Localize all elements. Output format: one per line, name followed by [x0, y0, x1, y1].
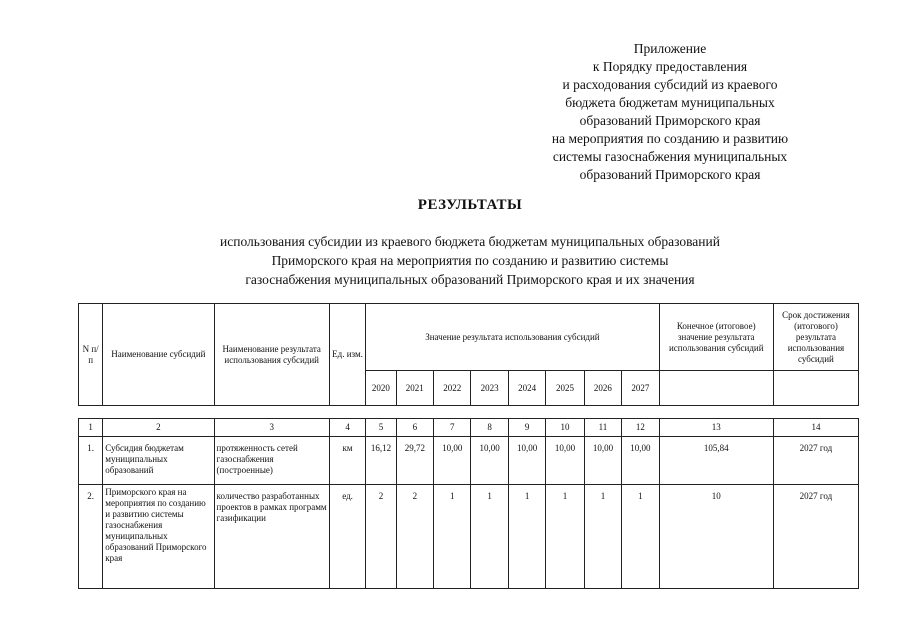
column-number-row	[79, 419, 859, 437]
row-value: 1	[622, 485, 659, 589]
header-final-value: Конечное (итоговое) значение результата использования субсидий	[659, 304, 773, 371]
row-value: 29,72	[396, 437, 433, 485]
row-value: 1	[546, 485, 584, 589]
header-num: N п/п	[79, 304, 103, 406]
subtitle-line: Приморского края на мероприятия по созданию и развитию системы	[271, 253, 669, 268]
row-value: 2	[396, 485, 433, 589]
column-number: 6	[396, 419, 433, 437]
table-row	[79, 485, 859, 589]
header-year: 2020	[366, 371, 396, 406]
row-final-value: 105,84	[659, 437, 773, 485]
header-values-group: Значение результата использования субсидий	[366, 304, 659, 371]
results-table-header	[78, 303, 859, 406]
appendix-line: и расходования субсидий из краевого	[562, 77, 778, 92]
row-unit: ед.	[329, 485, 365, 589]
row-value: 10,00	[546, 437, 584, 485]
column-number: 4	[329, 419, 365, 437]
column-number: 8	[471, 419, 508, 437]
subtitle-line: использования субсидии из краевого бюджета бюджетам муниципальных образований	[220, 234, 720, 249]
row-value: 10,00	[584, 437, 621, 485]
row-value: 10,00	[434, 437, 471, 485]
document-title: РЕЗУЛЬТАТЫ	[417, 197, 523, 213]
row-value: 10,00	[471, 437, 508, 485]
header-empty-cell	[659, 371, 773, 406]
subtitle-line: газоснабжения муниципальных образований Приморского края и их значения	[245, 272, 695, 287]
row-value: 10,00	[508, 437, 545, 485]
row-unit: км	[329, 437, 365, 485]
column-number: 5	[366, 419, 396, 437]
header-subsidy-name: Наименование субсидий	[103, 304, 214, 406]
header-result-name: Наименование результата использования субсидий	[214, 304, 329, 406]
row-value: 1	[434, 485, 471, 589]
row-value: 1	[508, 485, 545, 589]
column-number: 3	[214, 419, 329, 437]
results-table-body	[78, 418, 859, 589]
appendix-line: образований Приморского края	[579, 167, 761, 182]
table-row	[79, 437, 859, 485]
column-number: 7	[434, 419, 471, 437]
header-year: 2024	[508, 371, 545, 406]
header-year: 2021	[396, 371, 433, 406]
row-num: 2.	[79, 485, 103, 589]
header-year: 2023	[471, 371, 508, 406]
header-deadline: Срок достижения (итогового) результата использования субсидий	[773, 304, 858, 371]
row-value: 16,12	[366, 437, 396, 485]
column-number: 2	[103, 419, 214, 437]
column-number: 14	[773, 419, 858, 437]
row-result: протяженность сетей газоснабжения (построенные)	[214, 437, 329, 485]
row-num: 1.	[79, 437, 103, 485]
row-value: 1	[471, 485, 508, 589]
row-final-value: 10	[659, 485, 773, 589]
row-value: 1	[584, 485, 621, 589]
column-number: 11	[584, 419, 621, 437]
column-number: 10	[546, 419, 584, 437]
row-subsidy: Приморского края на мероприятия по созданию и развитию системы газоснабжения муниципальных образований Приморского края	[103, 485, 214, 589]
appendix-line: к Порядку предоставления	[592, 59, 748, 74]
document-subtitle	[0, 232, 905, 289]
column-number: 12	[622, 419, 659, 437]
column-number: 13	[659, 419, 773, 437]
header-year: 2022	[434, 371, 471, 406]
row-value: 10,00	[622, 437, 659, 485]
row-value: 2	[366, 485, 396, 589]
row-subsidy: Субсидия бюджетам муниципальных образований	[103, 437, 214, 485]
header-unit: Ед. изм.	[329, 304, 365, 406]
appendix-line: Приложение	[633, 41, 707, 56]
row-result: количество разработанных проектов в рамках программ газификации	[214, 485, 329, 589]
appendix-line: системы газоснабжения муниципальных	[552, 149, 788, 164]
header-year: 2025	[546, 371, 584, 406]
column-number: 1	[79, 419, 103, 437]
column-number: 9	[508, 419, 545, 437]
appendix-line: образований Приморского края	[579, 113, 761, 128]
header-empty-cell	[773, 371, 858, 406]
appendix-line: на мероприятия по созданию и развитию	[551, 131, 789, 146]
header-year: 2026	[584, 371, 621, 406]
appendix-block	[520, 40, 820, 184]
appendix-line: бюджета бюджетам муниципальных	[565, 95, 775, 110]
row-deadline: 2027 год	[773, 485, 858, 589]
header-year: 2027	[622, 371, 659, 406]
row-deadline: 2027 год	[773, 437, 858, 485]
